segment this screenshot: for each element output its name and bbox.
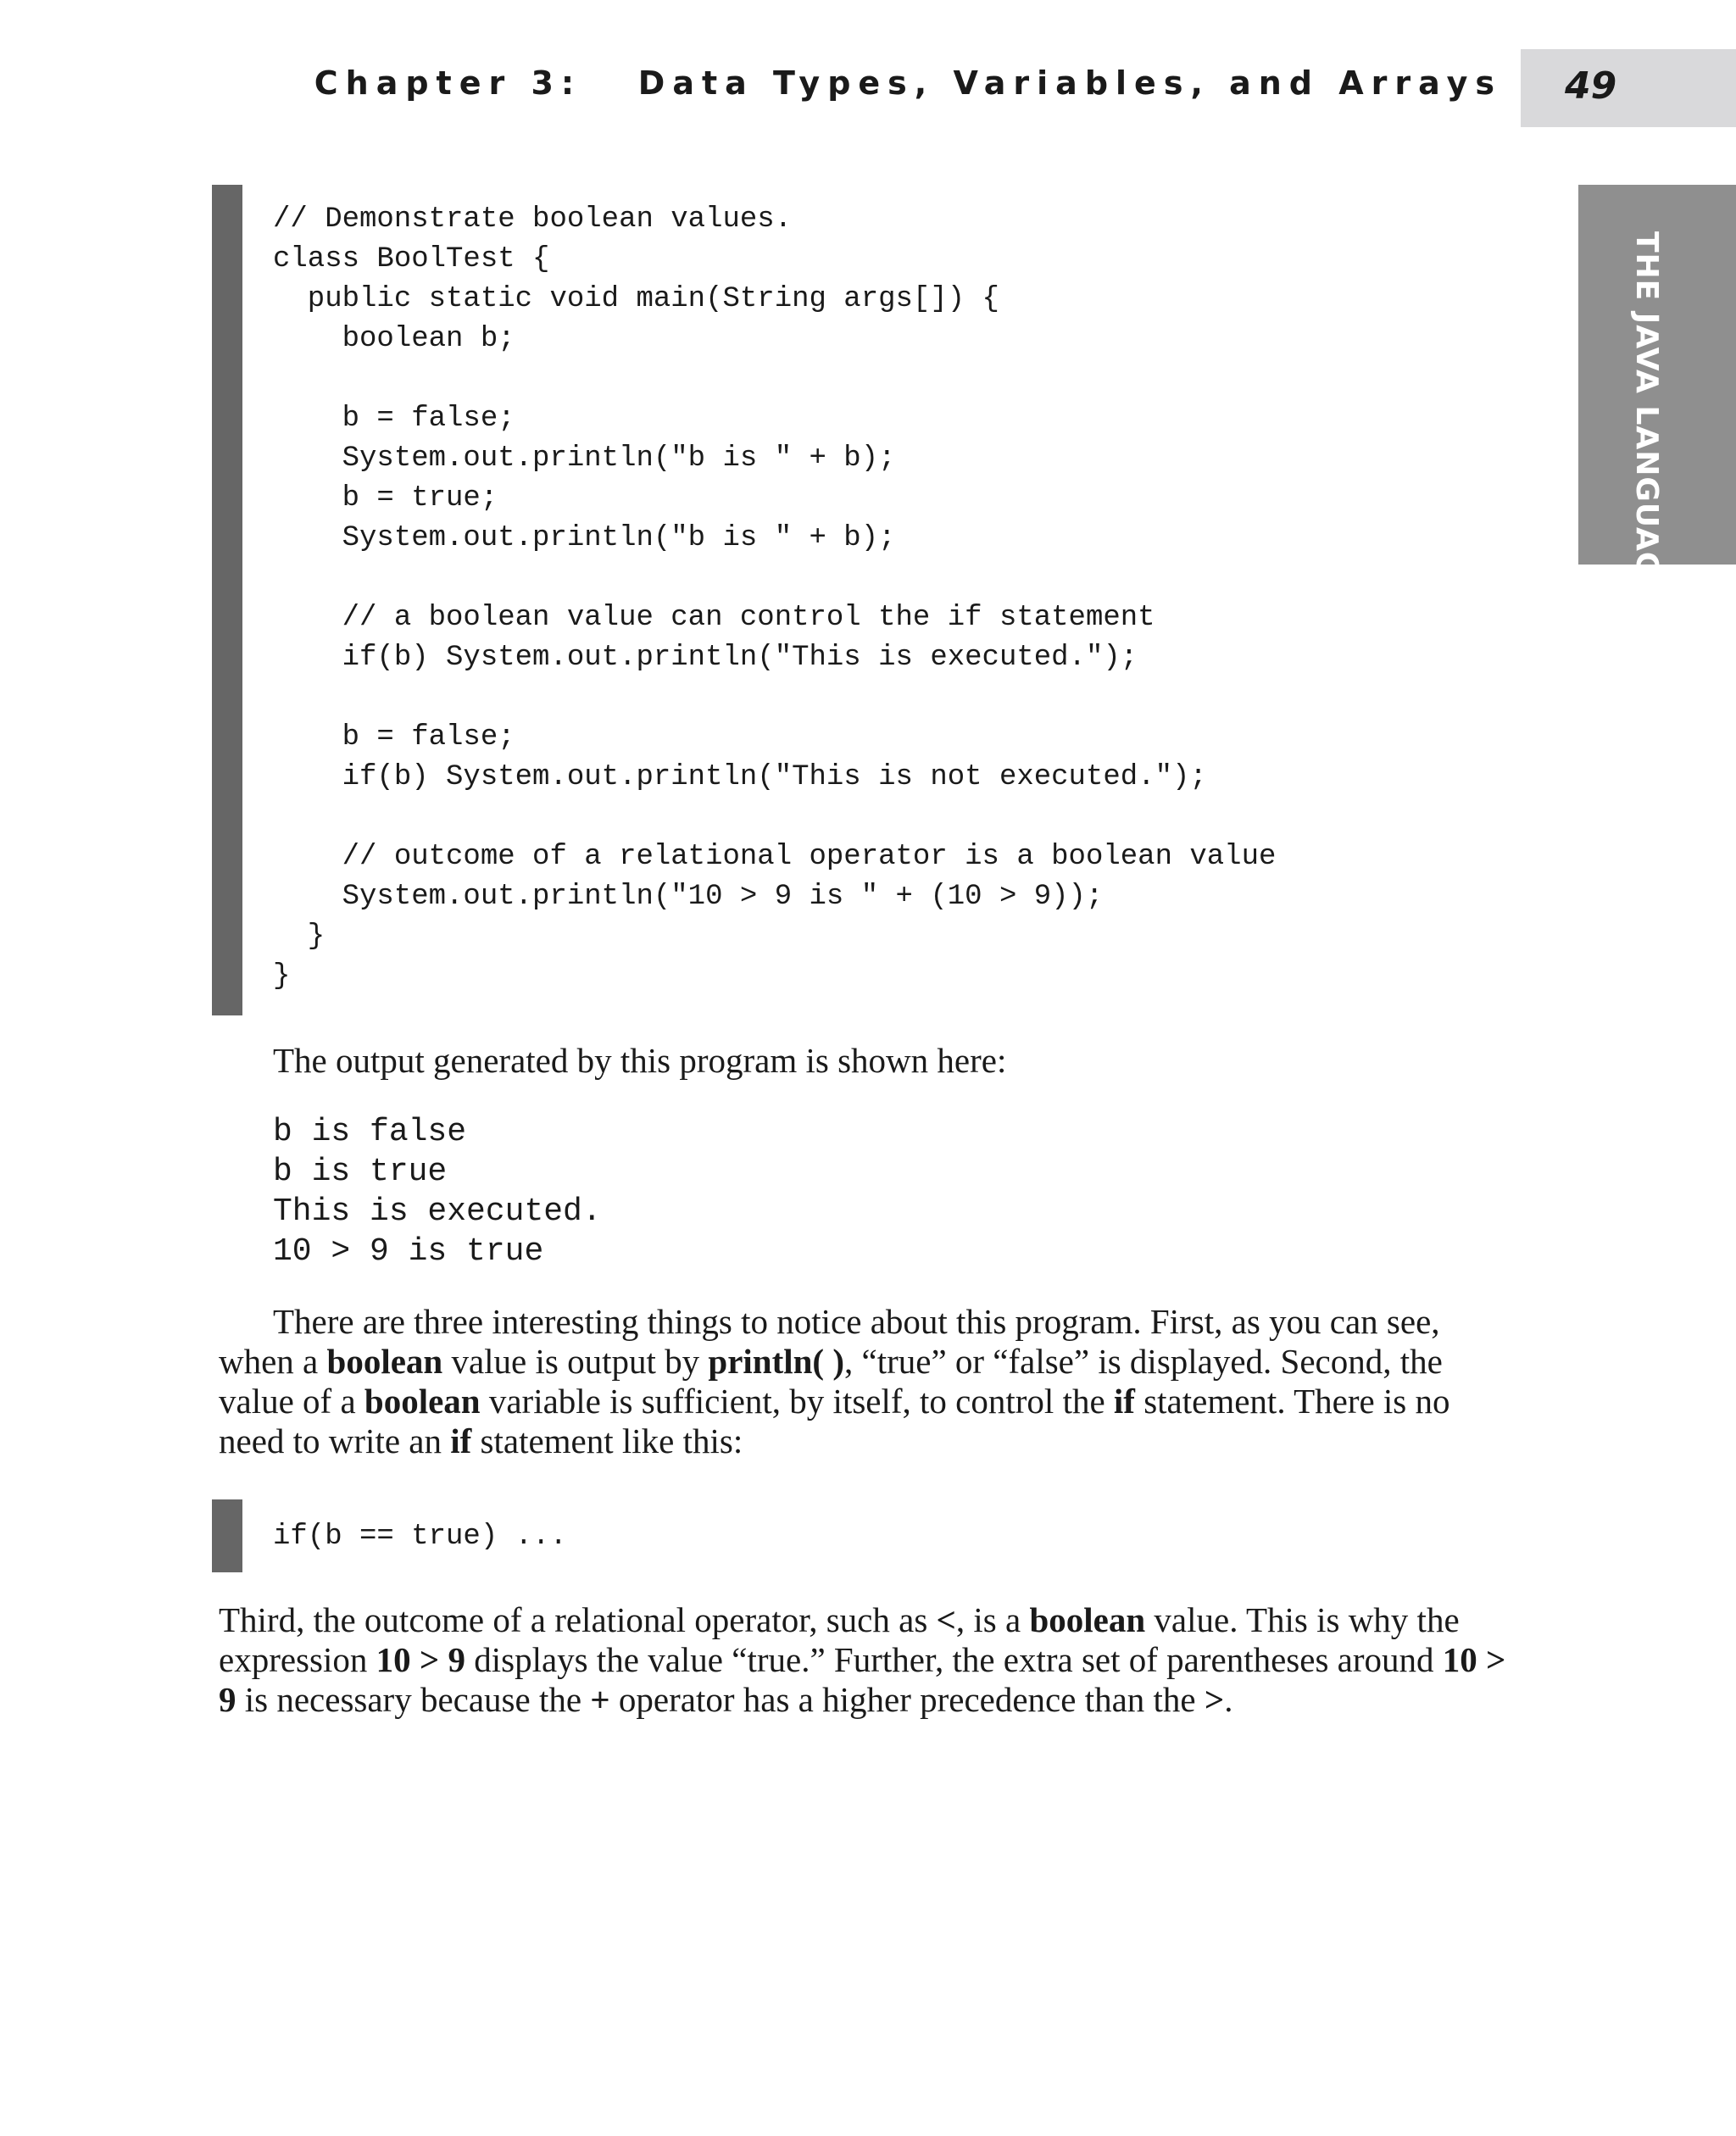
bold-term: 10 > 9: [376, 1640, 465, 1679]
paragraph-text: , “true” or “false” is displayed. Second, the value of a: [219, 1342, 1443, 1421]
bold-term: 10 > 9: [219, 1640, 1506, 1719]
bold-term: println( ): [708, 1342, 844, 1381]
paragraph-text: displays the value “true.” Further, the extra set of parentheses around: [465, 1640, 1443, 1679]
code-line: if(b) System.out.println("This is not executed.");: [273, 761, 1207, 793]
code-line: // outcome of a relational operator is a boolean value: [273, 841, 1277, 873]
output-intro: The output generated by this program is shown here:: [273, 1041, 1007, 1080]
paragraph-text: .: [1224, 1680, 1233, 1719]
code-line: if(b) System.out.println("This is executed.");: [273, 642, 1138, 674]
code-line: public static void main(String args[]) {: [273, 283, 999, 315]
paragraph-text: statement. There is no need to write an: [219, 1382, 1450, 1460]
code-line: b = false;: [273, 721, 515, 754]
side-tab-label: THE JAVA LANGUAGE: [1629, 231, 1664, 600]
bold-term: +: [590, 1680, 610, 1719]
bold-term: if: [450, 1421, 472, 1460]
code-line: [273, 798, 1276, 837]
code-snippet-bar: [212, 1499, 242, 1572]
program-output: [273, 1112, 602, 1271]
code-line: System.out.println("10 > 9 is " + (10 > 9));: [273, 881, 1104, 913]
paragraph-text: operator has a higher precedence than the: [609, 1680, 1205, 1719]
bold-term: boolean: [364, 1382, 481, 1421]
paragraph-text: value. This is why the expression: [219, 1600, 1460, 1679]
bold-term: boolean: [1029, 1600, 1146, 1639]
code-line: [273, 559, 1276, 598]
code-snippet: [273, 1517, 567, 1557]
paragraph-text: , is a: [955, 1600, 1030, 1639]
code-listing: [273, 200, 1276, 997]
paragraph-text: statement like this:: [471, 1421, 743, 1460]
code-line: [273, 359, 1276, 399]
code-listing-bar: [212, 185, 242, 1015]
body-paragraph-1: [219, 1302, 1507, 1461]
bold-term: if: [1113, 1382, 1135, 1421]
paragraph-text: is necessary because the: [236, 1680, 591, 1719]
paragraph-text: variable is sufficient, by itself, to control the: [480, 1382, 1114, 1421]
paragraph-text: Third, the outcome of a relational operator, such as: [219, 1600, 937, 1639]
page-number: 49: [1565, 64, 1617, 108]
code-line: b = false;: [273, 403, 515, 435]
output-line: This is executed.: [273, 1193, 602, 1230]
code-line: b = true;: [273, 482, 498, 515]
paragraph-text: There are three interesting things to notice about this program. First, as you can see, when a: [219, 1302, 1440, 1381]
code-line: }: [273, 960, 291, 993]
bold-term: boolean: [326, 1342, 443, 1381]
code-line: System.out.println("b is " + b);: [273, 522, 896, 554]
body-paragraph-2: [219, 1600, 1507, 1720]
paragraph-text: value is output by: [442, 1342, 709, 1381]
running-head: Chapter 3: Data Types, Variables, and Arrays: [314, 64, 1502, 102]
code-line: // Demonstrate boolean values.: [273, 203, 793, 236]
code-line: // a boolean value can control the if statement: [273, 602, 1155, 634]
output-line: b is true: [273, 1154, 448, 1190]
section-side-tab: [1578, 185, 1736, 600]
code-line: class BoolTest {: [273, 243, 550, 275]
code-line: boolean b;: [273, 323, 515, 355]
bold-term: >: [1204, 1680, 1225, 1719]
code-line: [273, 678, 1276, 718]
code-line: System.out.println("b is " + b);: [273, 442, 896, 475]
page-number-box: [1521, 49, 1736, 127]
bold-term: <: [936, 1600, 956, 1639]
code-line: if(b == true) ...: [273, 1521, 567, 1553]
output-line: 10 > 9 is true: [273, 1233, 544, 1270]
code-line: }: [273, 921, 326, 953]
output-line: b is false: [273, 1114, 467, 1150]
